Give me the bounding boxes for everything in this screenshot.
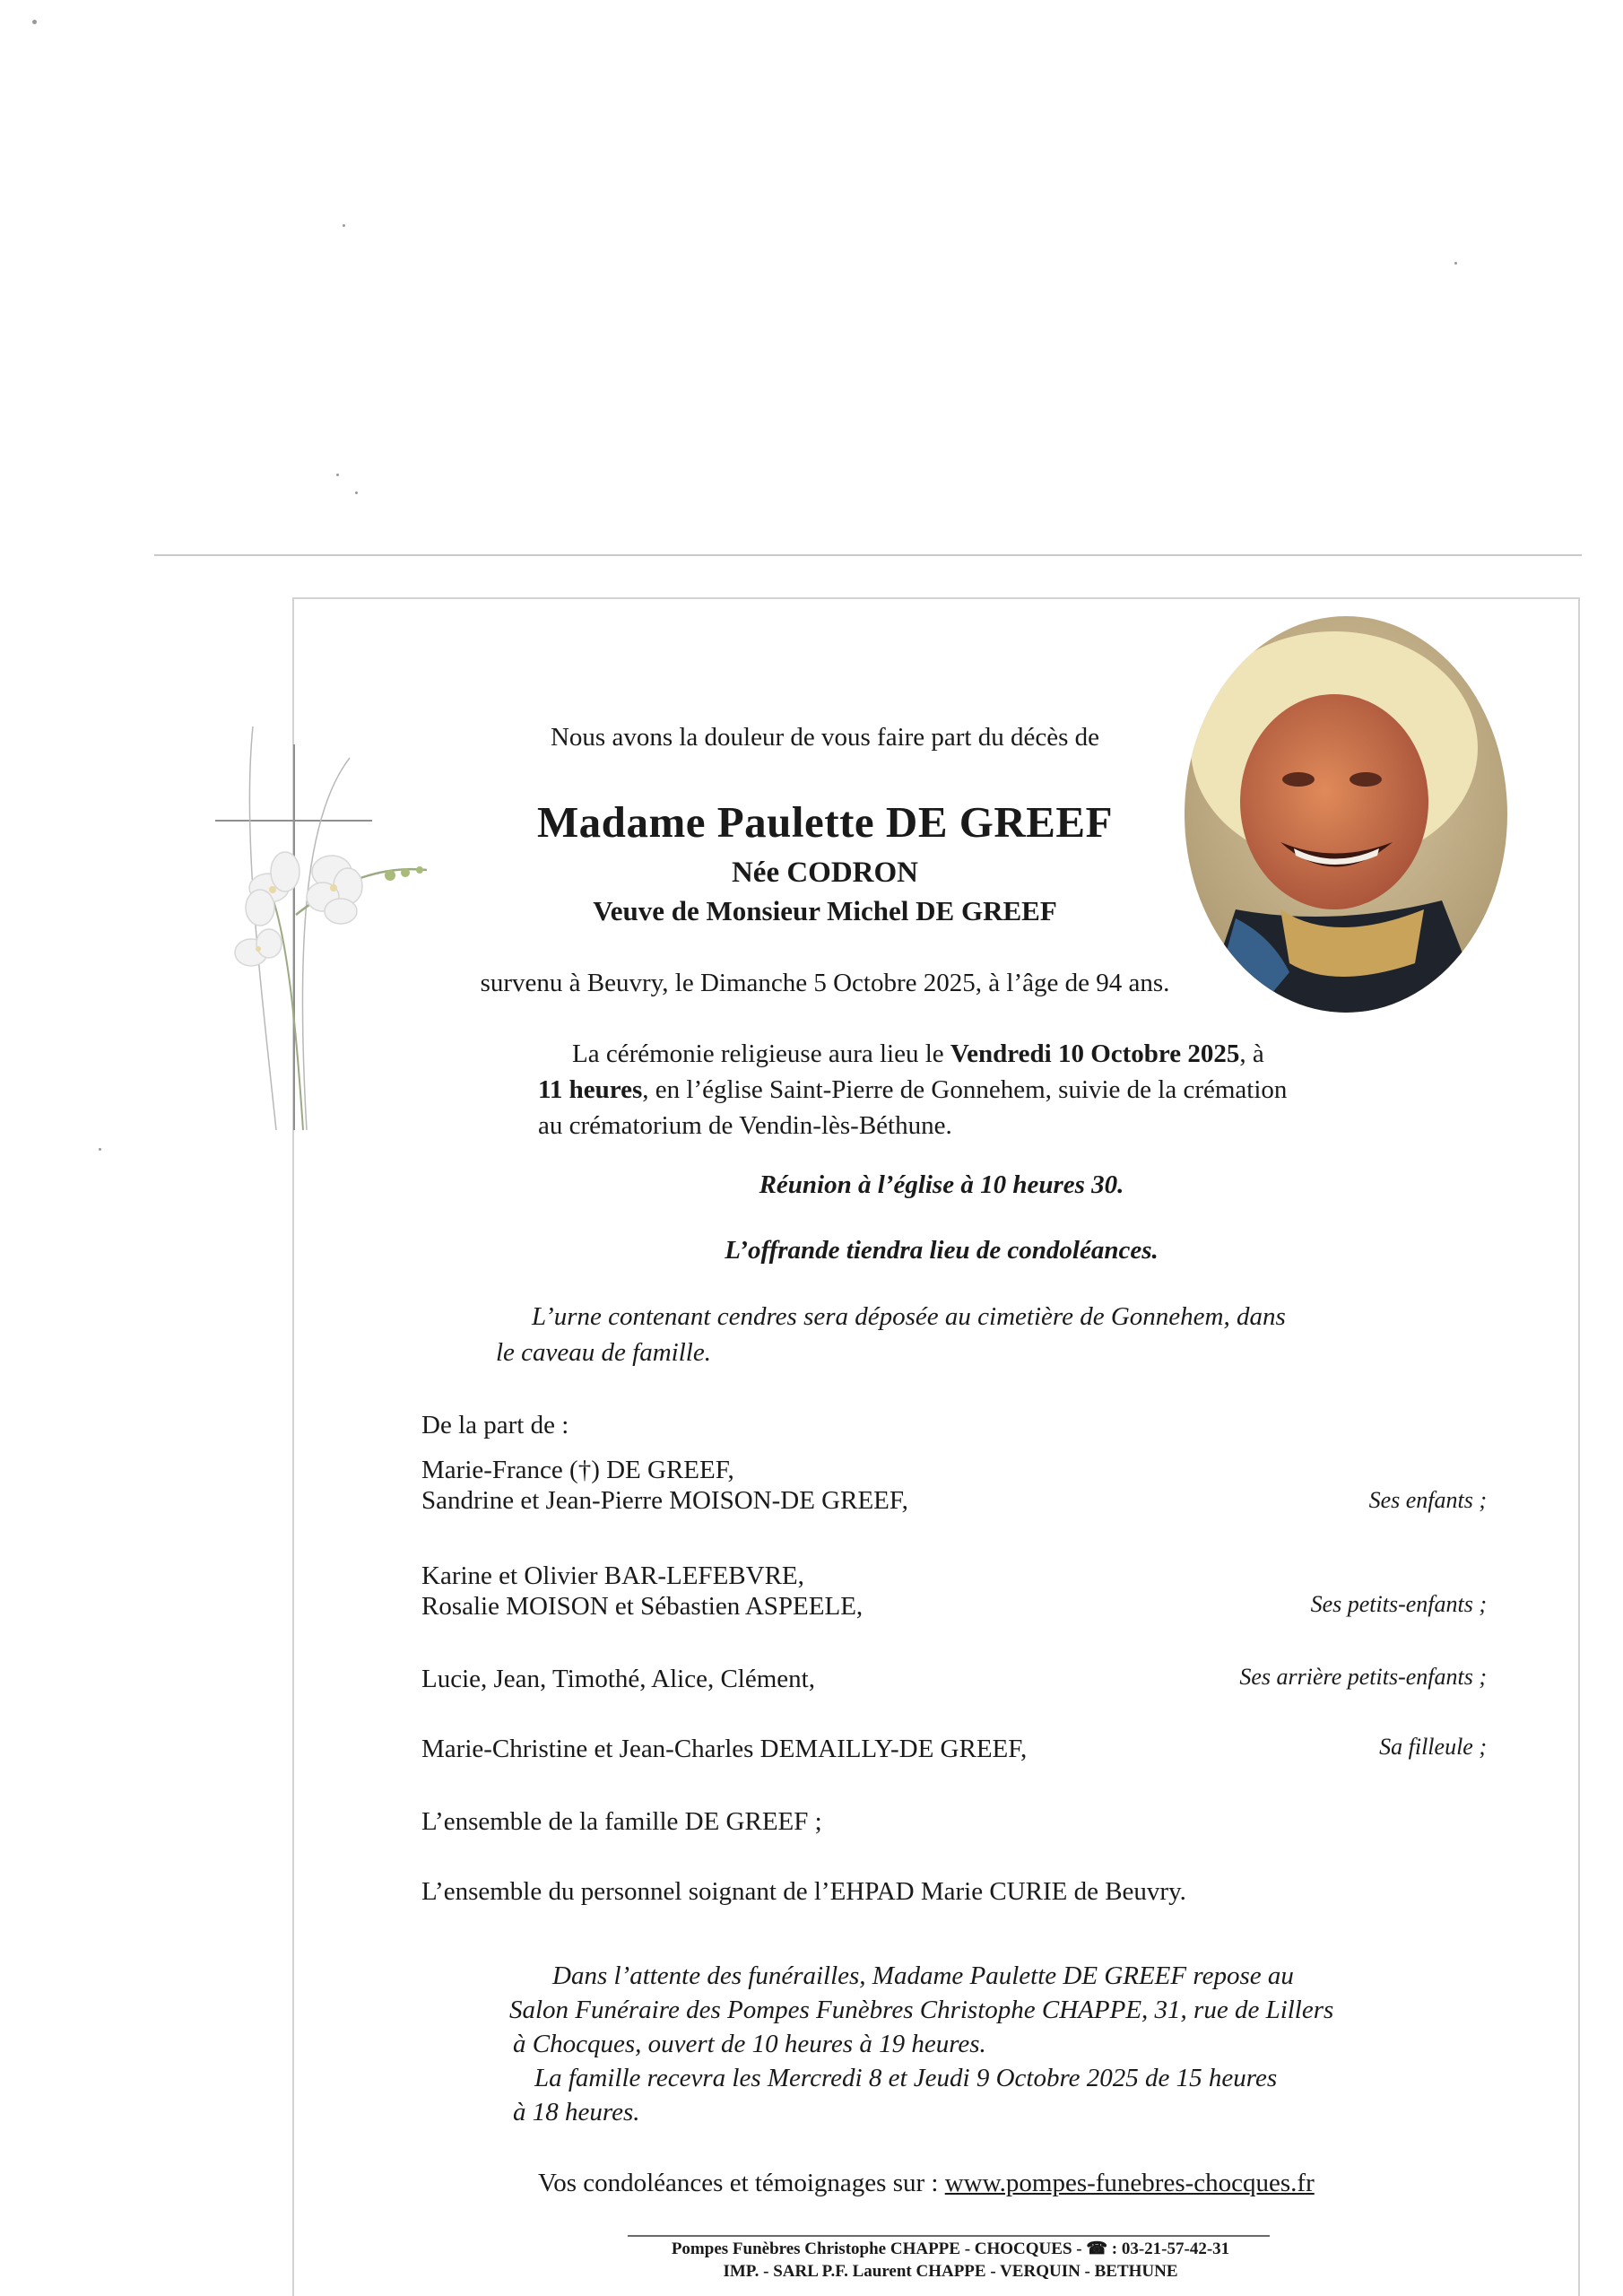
- enfants-line-1: Marie-France (†) DE GREEF,: [421, 1456, 734, 1484]
- filleule-line-1: Marie-Christine et Jean-Charles DEMAILLY-DE GREEF,: [421, 1735, 1028, 1763]
- ensemble-famille: L’ensemble de la famille DE GREEF ;: [421, 1807, 822, 1836]
- urn-paragraph: [496, 1299, 1393, 1370]
- salon-paragraph: [502, 1959, 1444, 2129]
- footer-phone: : 03-21-57-42-31: [1107, 2239, 1230, 2258]
- salon-l5: à 18 heures.: [513, 2098, 640, 2126]
- ceremony-time: 11 heures: [538, 1075, 643, 1104]
- salon-l1: Dans l’attente des funérailles, Madame Paulette DE GREEF repose au: [552, 1961, 1294, 1990]
- condolences-text: Vos condoléances et témoignages sur :: [538, 2169, 945, 2197]
- urn-l2: le caveau de famille.: [496, 1338, 711, 1367]
- footer-company: Pompes Funèbres Christophe CHAPPE - CHOCQUES -: [671, 2239, 1087, 2258]
- enfants-line-2: Sandrine et Jean-Pierre MOISON-DE GREEF,: [421, 1486, 908, 1515]
- footer-line-2: IMP. - SARL P.F. Laurent CHAPPE - VERQUIN - BETHUNE: [723, 2262, 1178, 2281]
- enfants-label: Ses enfants ;: [1368, 1487, 1487, 1513]
- arriere-line-1: Lucie, Jean, Timothé, Alice, Clément,: [421, 1665, 815, 1693]
- urn-l1: L’urne contenant cendres sera déposée au cimetière de Gonnehem, dans: [532, 1302, 1286, 1331]
- footer-divider: [628, 2235, 1270, 2237]
- ceremony-paragraph: [538, 1036, 1345, 1144]
- ceremony-l2-post: , en l’église Saint-Pierre de Gonnehem, suivie de la crémation: [642, 1075, 1288, 1104]
- ceremony-date: Vendredi 10 Octobre 2025: [950, 1039, 1240, 1068]
- deceased-name: Madame Paulette DE GREEF: [536, 797, 1114, 847]
- offrande-text: L’offrande tiendra lieu de condoléances.: [725, 1236, 1159, 1265]
- footer-line-1: [502, 2239, 1399, 2259]
- de-la-part: De la part de :: [421, 1411, 569, 1439]
- salon-l3: à Chocques, ouvert de 10 heures à 19 heures.: [513, 2030, 986, 2058]
- salon-l2: Salon Funéraire des Pompes Funèbres Christophe CHAPPE, 31, rue de Lillers: [509, 1996, 1334, 2024]
- intro-text: Nous avons la douleur de vous faire part du décès de: [550, 723, 1100, 752]
- reunion-text: Réunion à l’église à 10 heures 30.: [759, 1170, 1124, 1199]
- death-notice: survenu à Beuvry, le Dimanche 5 Octobre 2025, à l’âge de 94 ans.: [480, 969, 1170, 997]
- widow-of: Veuve de Monsieur Michel DE GREEF: [593, 895, 1057, 926]
- petits-line-1: Karine et Olivier BAR-LEFEBVRE,: [421, 1561, 804, 1590]
- salon-l4: La famille recevra les Mercredi 8 et Jeudi 9 Octobre 2025 de 15 heures: [534, 2064, 1278, 2092]
- phone-icon: ☎: [1086, 2239, 1108, 2258]
- ensemble-personnel: L’ensemble du personnel soignant de l’EHPAD Marie CURIE de Beuvry.: [421, 1877, 1186, 1906]
- filleule-label: Sa filleule ;: [1379, 1734, 1487, 1760]
- maiden-name: Née CODRON: [731, 857, 919, 889]
- ceremony-l3: au crématorium de Vendin-lès-Béthune.: [538, 1111, 952, 1140]
- condolences-link[interactable]: www.pompes-funebres-chocques.fr: [944, 2169, 1315, 2197]
- arriere-label: Ses arrière petits-enfants ;: [1239, 1664, 1487, 1690]
- ceremony-l1-post: , à: [1239, 1039, 1264, 1068]
- petits-label: Ses petits-enfants ;: [1310, 1591, 1487, 1617]
- ceremony-l1-pre: La cérémonie religieuse aura lieu le: [572, 1039, 950, 1068]
- scan-edge-line: [154, 554, 1582, 556]
- petits-line-2: Rosalie MOISON et Sébastien ASPEELE,: [421, 1592, 864, 1621]
- condolences-line: [538, 2169, 1435, 2198]
